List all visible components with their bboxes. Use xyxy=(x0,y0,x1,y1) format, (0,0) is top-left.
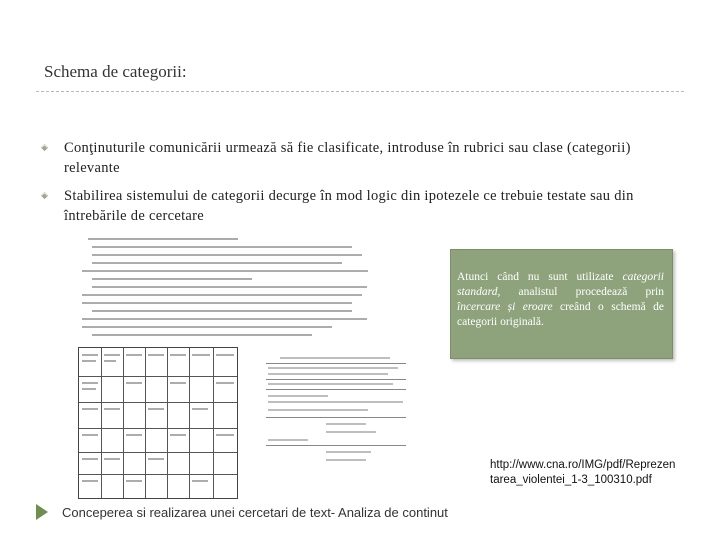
footer-arrow-icon xyxy=(36,504,48,520)
category-table-image xyxy=(266,355,406,465)
bullet-text: Conţinuturile comunicării urmează să fie clasificate, introduse în rubrici sau clase (categorii) relevante xyxy=(64,140,631,176)
scanned-document-image xyxy=(82,234,372,342)
callout-text: Atunci când nu sunt utilizate categorii standard, analistul procedează prin încercare și eroare creând o schemă de categorii originală. xyxy=(457,271,664,328)
bullet-item xyxy=(40,186,680,226)
bullet-text: Stabilirea sistemului de categorii decurge în mod logic din ipotezele ce trebuie testate sau din întrebările de cercetare xyxy=(64,188,634,224)
category-table-image xyxy=(78,347,238,499)
bullet-item xyxy=(40,138,680,178)
callout-box xyxy=(450,249,673,359)
leaf-bullet-icon xyxy=(40,191,49,200)
footer-text: Conceperea si realizarea unei cercetari de text- Analiza de continut xyxy=(62,505,448,520)
title-divider xyxy=(36,91,684,92)
slide-title: Schema de categorii: xyxy=(44,62,187,81)
leaf-bullet-icon xyxy=(40,143,49,152)
source-url: http://www.cna.ro/IMG/pdf/Reprezen tarea_violentei_1-3_100310.pdf xyxy=(490,459,676,486)
